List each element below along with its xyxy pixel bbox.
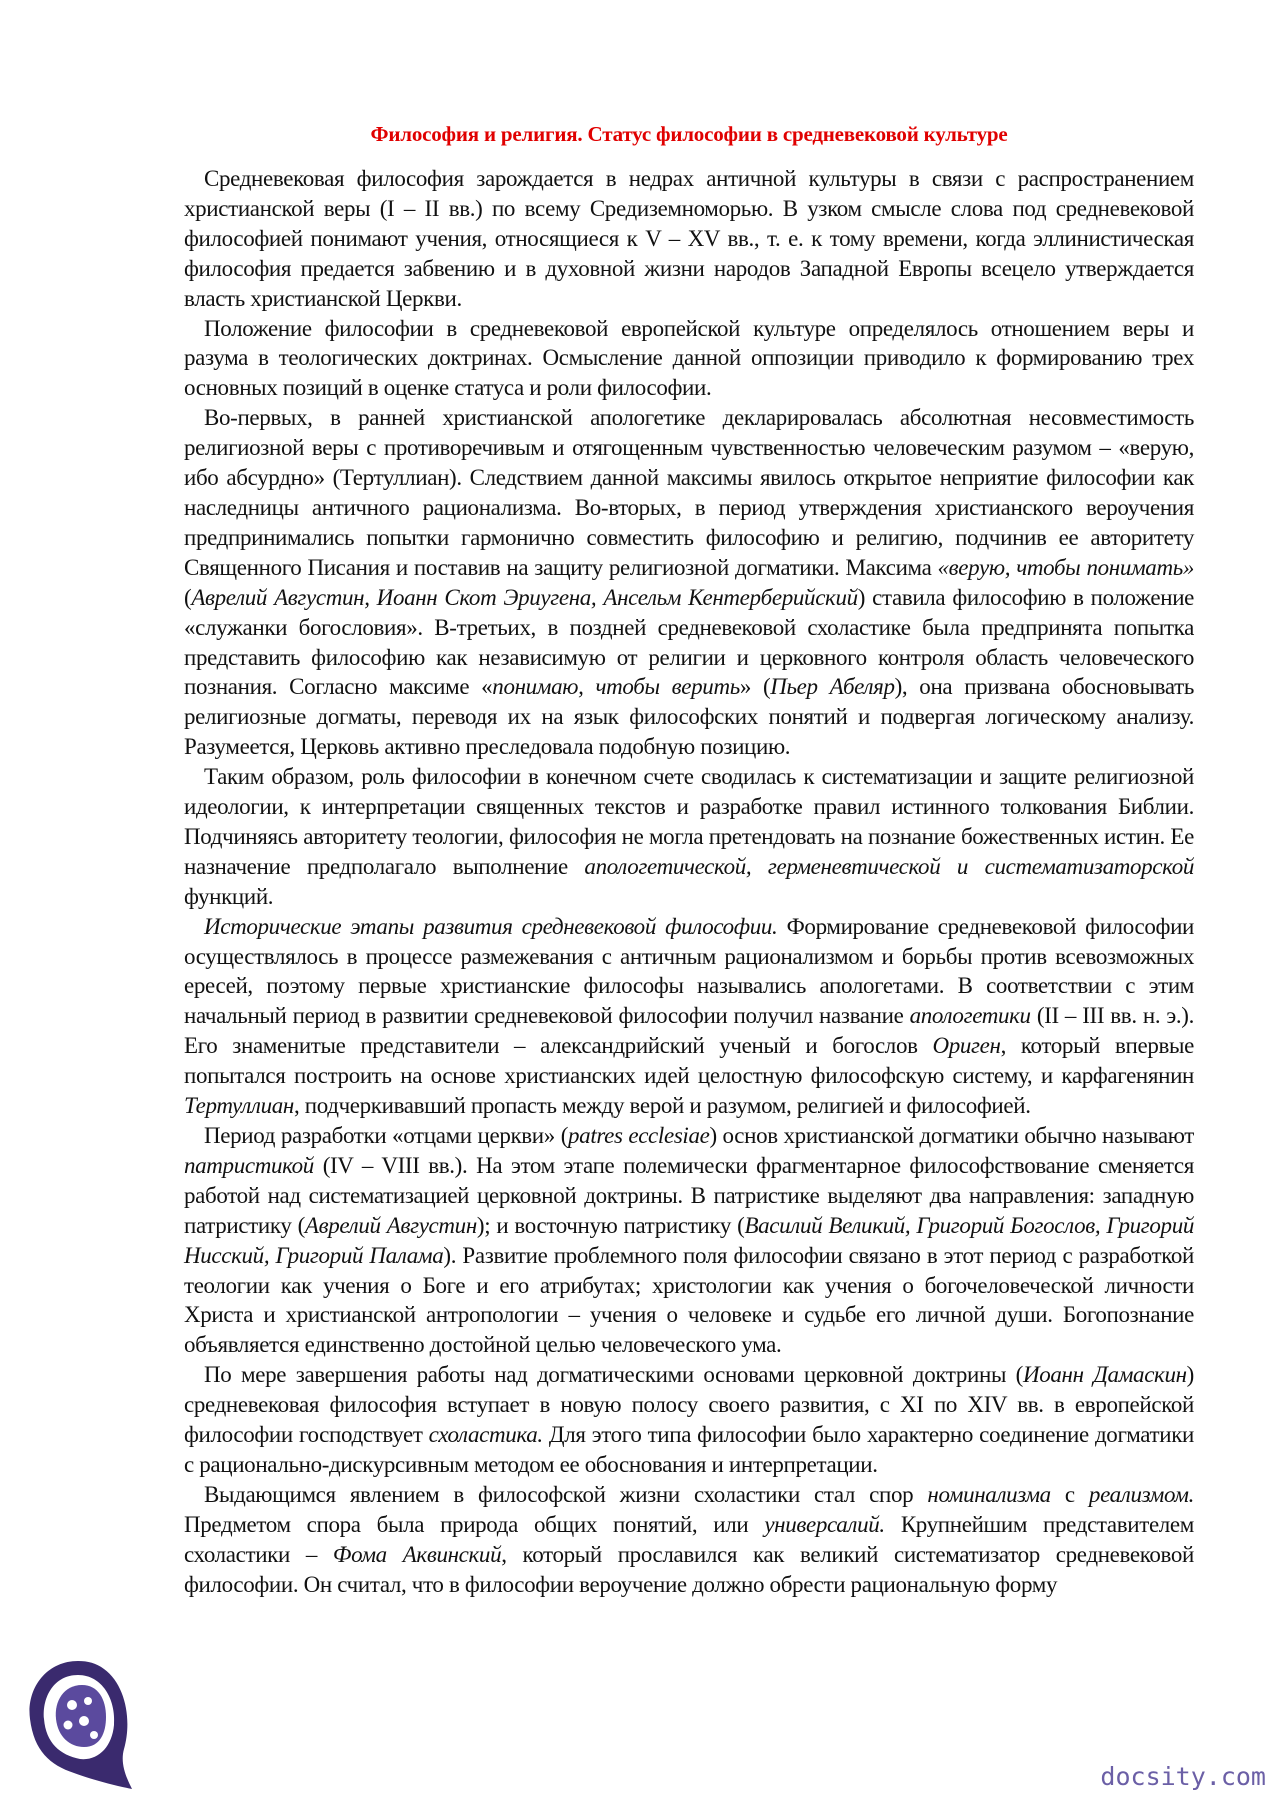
italic-run: Ориген — [932, 1033, 1001, 1059]
text-run: ( — [184, 584, 192, 610]
text-run: Положение философии в средневековой европейской культуре определялось отношением веры и разума в теологических доктринах. Осмысление данной оппозиции приводило к формированию трех основных позиций в оценке статуса и роли философии. — [184, 315, 1194, 401]
italic-run: «верую, чтобы понимать» — [937, 554, 1194, 580]
text-run: Предметом спора была природа общих понятий, или — [184, 1511, 765, 1537]
text-run: , подчеркивавший пропасть между верой и разумом, религией и философией. — [293, 1093, 1031, 1119]
text-run: ) средневековая философия вступает в новую полосу своего развития, с XI по XIV вв. в европейской философии господствует — [184, 1362, 1194, 1448]
text-run: По мере завершения работы над догматическими основами церковной доктрины ( — [204, 1362, 1023, 1388]
italic-run: апологетической, герменевтической и систематизаторской — [584, 853, 1194, 879]
text-run: функций. — [184, 883, 274, 909]
text-run: » ( — [739, 674, 771, 700]
text-run: Формирование средневековой философии осуществлялось в процессе размежевания с античным рационализмом и борьбы против всевозможных ересей, поэтому первые христианские философы назывались апологетами. В соответствии с этим начальный период в развитии средневековой философии получил название — [184, 913, 1194, 1029]
text-run: ) ставила философию в положение «служанки богословия». В-третьих, в поздней средневековой схоластике была предпринята попытка представить философию как независимую от религии и церковного контроля область человеческого познания. Согласно максиме « — [184, 584, 1195, 700]
italic-run: схоластика. — [428, 1422, 543, 1448]
text-run: (IV – VIII вв.). На этом этапе полемически фрагментарное философствование сменяется работой над систематизацией церковной доктрины. В патристике выделяют два направления: западную патристику ( — [184, 1152, 1194, 1238]
text-run: (II – III вв. н. э.). Его знаменитые представители – александрийский ученый и богослов — [184, 1003, 1194, 1059]
italic-run: реализмом. — [1088, 1481, 1194, 1507]
italic-run: Тертуллиан — [184, 1093, 294, 1119]
text-run: ) основ христианской догматики обычно называют — [709, 1123, 1194, 1148]
paragraph — [184, 403, 1194, 762]
text-run: Во-первых, в ранней христианской апологетике декларировалась абсолютная несовместимость религиозной веры с противоречивым и отягощенным чувственностью человеческим разумом – «верую, ибо абсурдно» (Тертуллиан). Следствием данной максимы явилось открытое неприятие философии как наследницы античного рационализма. Во-вторых, в период утверждения христианского вероучения предпринимались попытки гармонично совместить философию и религию, подчинив ее авторитету Священного Писания и поставив на защиту религиозной догматики. Максима — [184, 405, 1194, 580]
italic-run: Иоанн Дамаскин — [1022, 1362, 1187, 1388]
italic-run: апологетики — [909, 1003, 1031, 1029]
text-run: с — [1050, 1481, 1089, 1507]
text-run: , который впервые попытался построить на основе христианских идей целостную философскую систему, и карфагенянин — [184, 1033, 1194, 1089]
text-run: Для этого типа философии было характерно соединение догматики с рационально-дискурсивным методом ее обоснования и интерпретации. — [184, 1422, 1194, 1477]
text-run: Таким образом, роль философии в конечном счете сводилась к систематизации и защите религиозной идеологии, к интерпретации священных текстов и разработке правил истинного толкования Библии. Подчиняясь авторитету теологии, философия не могла претендовать на познание божественных истин. Ее назначение предполагало выполнение — [184, 764, 1194, 879]
text-run: , который прославился как великий систематизатор средневековой философии. Он считал, что в философии вероучение должно обрести рациональную форму — [184, 1541, 1195, 1597]
italic-run: patres ecclesiae — [568, 1123, 710, 1148]
italic-run: универсалий. — [764, 1511, 885, 1537]
italic-run: патристикой — [184, 1152, 314, 1178]
italic-run: Исторические этапы развития средневековой философии. — [204, 913, 778, 939]
italic-run: понимаю, чтобы верить — [492, 674, 740, 700]
paragraph — [184, 912, 1194, 1121]
italic-run: Фома Аквинский — [332, 1541, 502, 1567]
text-run: Период разработки «отцами церкви» ( — [204, 1123, 569, 1148]
text-run: Крупнейшим представителем схоластики – — [184, 1511, 1194, 1567]
text-run: Выдающимся явлением в философской жизни схоластики стал спор — [204, 1481, 928, 1507]
text-run: ). Развитие проблемного поля философии связано в этот период с разработкой теологии как учения о Боге и его атрибутах; христологии как учения о богочеловеческой личности Христа и христианской антропологии – учения о человеке и судьбе его личной души. Богопознание объявляется единственно достойной целью человеческого ума. — [184, 1242, 1194, 1358]
paragraph — [184, 1480, 1194, 1600]
italic-run: номинализма — [927, 1481, 1051, 1507]
italic-run: Пьер Абеляр — [770, 674, 895, 700]
italic-run: Аврелий Августин, Иоанн Скот Эриугена, Ансельм Кентерберийский — [191, 584, 858, 610]
document-body — [184, 164, 1194, 1600]
paragraph — [184, 1121, 1194, 1360]
italic-run: Василий Великий, Григорий Богослов, Григорий Нисский, Григорий Палама — [184, 1212, 1194, 1268]
paragraph — [184, 314, 1194, 404]
text-run: Средневековая философия зарождается в недрах античной культуры в связи с распространением христианской веры (I – II вв.) по всему Средиземноморью. В узком смысле слова под средневековой философией понимают учения, относящиеся к V – XV вв., т. е. к тому времени, когда эллинистическая философия предается забвению и в духовной жизни народов Западной Европы всецело утверждается власть христианской Церкви. — [184, 166, 1194, 311]
page-title: Философия и религия. Статус философии в средневековой культуре — [370, 122, 1008, 146]
paragraph — [184, 164, 1194, 314]
text-run: ); и восточную патристику ( — [476, 1212, 745, 1238]
docsity-logo-icon[interactable] — [20, 1655, 140, 1795]
paragraph — [184, 762, 1194, 912]
docsity-watermark[interactable]: docsity.com — [1100, 1762, 1266, 1791]
italic-run: Аврелий Августин — [304, 1212, 477, 1238]
paragraph — [184, 1360, 1194, 1480]
text-run: ), она призвана обосновывать религиозные догматы, переводя их на язык философских понятий и подвергая логическому анализу. Разумеется, Церковь активно преследовала подобную позицию. — [184, 674, 1194, 760]
